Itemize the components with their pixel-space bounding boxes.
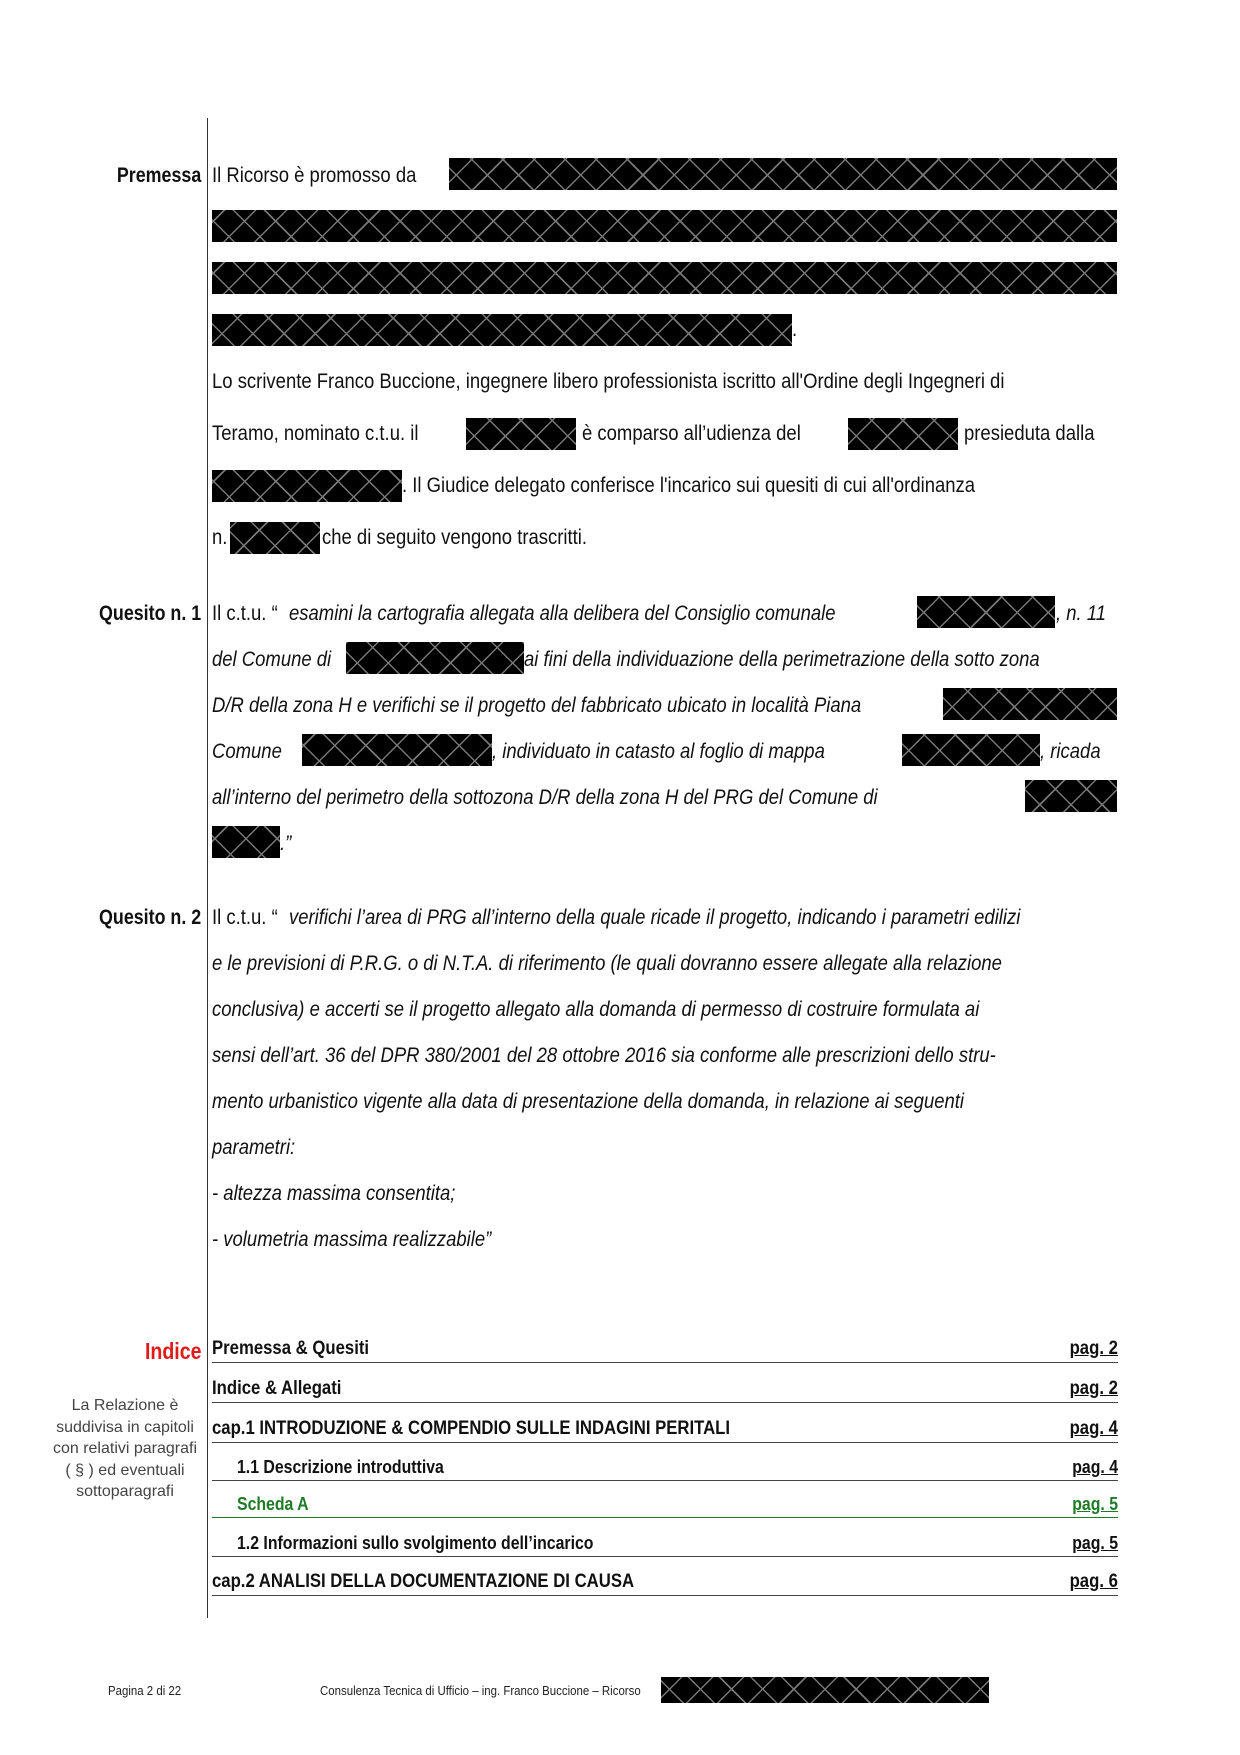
index-entry-title: Scheda A <box>237 1494 309 1514</box>
index-entry[interactable] <box>212 1571 1118 1596</box>
q1-line-1a: Il c.t.u. “ <box>212 602 278 625</box>
section-label-quesito-1: Quesito n. 1 <box>98 602 201 625</box>
index-entry-page: pag. 4 <box>1069 1418 1118 1439</box>
index-entry-title: Indice & Allegati <box>212 1378 342 1399</box>
redaction <box>212 470 402 502</box>
q2-line-3: conclusiva) e accerti se il progetto allegato alla domanda di permesso di costruire formulata ai <box>212 998 980 1021</box>
margin-rule <box>207 118 208 1618</box>
index-entry[interactable] <box>212 1532 1118 1557</box>
index-entry-page: pag. 6 <box>1069 1571 1118 1592</box>
section-label-indice: Indice <box>144 1338 201 1364</box>
premessa-line-8a: n. <box>212 526 228 549</box>
redaction <box>212 826 280 858</box>
index-side-note: La Relazione è suddivisa in capitoli con relativi paragrafi ( § ) ed eventuali sottoparagrafi <box>52 1397 198 1500</box>
redaction <box>212 314 792 346</box>
index-entry-scheda[interactable] <box>212 1493 1118 1518</box>
redaction <box>917 596 1055 628</box>
redaction <box>902 734 1040 766</box>
section-label-quesito-2: Quesito n. 2 <box>98 906 201 929</box>
q2-line-7: - altezza massima consentita; <box>212 1182 456 1205</box>
redaction <box>943 688 1117 720</box>
footer-title: Consulenza Tecnica di Ufficio – ing. Franco Buccione – Ricorso <box>320 1683 641 1698</box>
premessa-line-8b: che di seguito vengono trascritti. <box>322 526 588 549</box>
redaction <box>848 418 958 450</box>
index-entry[interactable] <box>212 1378 1118 1403</box>
q2-line-4: sensi dell’art. 36 del DPR 380/2001 del 28 ottobre 2016 sia conforme alle prescrizioni dello stru- <box>212 1044 996 1067</box>
index-entry-page: pag. 2 <box>1069 1338 1118 1359</box>
q1-line-1c: , n. 11 <box>1056 602 1107 625</box>
q2-line-2: e le previsioni di P.R.G. o di N.T.A. di riferimento (le quali dovranno essere allegate alla relazione <box>212 952 1002 975</box>
section-label-premessa: Premessa <box>116 164 201 187</box>
redaction <box>661 1677 989 1703</box>
index-entry-title: 1.1 Descrizione introduttiva <box>237 1457 444 1477</box>
q2-line-8: - volumetria massima realizzabile” <box>212 1228 492 1251</box>
index-entry-page: pag. 5 <box>1072 1494 1118 1514</box>
index-entry-title: cap.2 ANALISI DELLA DOCUMENTAZIONE DI CAUSA <box>212 1571 635 1592</box>
redaction <box>1025 780 1117 812</box>
index-entry-title: Premessa & Quesiti <box>212 1338 370 1359</box>
redaction <box>212 210 1117 242</box>
index-entry[interactable] <box>212 1338 1118 1363</box>
q1-line-5: all’interno del perimetro della sottozona D/R della zona H del PRG del Comune di <box>212 786 878 809</box>
index-entry[interactable] <box>212 1456 1118 1481</box>
q1-line-6: .” <box>280 832 292 855</box>
q2-line-6: parametri: <box>212 1136 296 1159</box>
premessa-line-1: Il Ricorso è promosso da <box>212 164 417 187</box>
q1-line-1b: esamini la cartografia allegata alla delibera del Consiglio comunale <box>289 602 836 625</box>
premessa-line-4-end: . <box>792 318 798 341</box>
q2-line-1b: verifichi l’area di PRG all’interno della quale ricade il progetto, indicando i parametri edilizi <box>289 906 1021 929</box>
q1-line-2a: del Comune di <box>212 648 332 671</box>
q1-line-3: D/R della zona H e verifichi se il progetto del fabbricato ubicato in località Piana <box>212 694 862 717</box>
redaction <box>449 158 1117 190</box>
premessa-line-6c: presieduta dalla <box>964 422 1095 445</box>
q1-line-2b: ai fini della individuazione della perimetrazione della sotto zona <box>524 648 1040 671</box>
redaction <box>346 642 524 674</box>
redaction <box>466 418 576 450</box>
q2-line-5: mento urbanistico vigente alla data di presentazione della domanda, in relazione ai seguenti <box>212 1090 965 1113</box>
q1-line-4a: Comune <box>212 740 282 763</box>
q1-line-4b: , individuato in catasto al foglio di mappa <box>492 740 825 763</box>
redaction <box>212 262 1117 294</box>
index-entry-page: pag. 4 <box>1072 1457 1118 1477</box>
footer-page-number: Pagina 2 di 22 <box>108 1683 182 1698</box>
index-entry-page: pag. 5 <box>1072 1533 1118 1553</box>
redaction <box>230 522 320 554</box>
premessa-line-5: Lo scrivente Franco Buccione, ingegnere libero professionista iscritto all'Ordine degli Ingegneri di <box>212 370 1005 393</box>
q1-line-4c: , ricada <box>1040 740 1101 763</box>
redaction <box>302 734 492 766</box>
premessa-line-6a: Teramo, nominato c.t.u. il <box>212 422 419 445</box>
index-entry-title: 1.2 Informazioni sullo svolgimento dell’incarico <box>237 1533 594 1553</box>
q2-line-1a: Il c.t.u. “ <box>212 906 278 929</box>
index-entry-page: pag. 2 <box>1069 1378 1118 1399</box>
index-entry-title: cap.1 INTRODUZIONE & COMPENDIO SULLE INDAGINI PERITALI <box>212 1418 731 1439</box>
index-entry[interactable] <box>212 1418 1118 1443</box>
premessa-line-6b: è comparso all’udienza del <box>582 422 801 445</box>
premessa-line-7: . Il Giudice delegato conferisce l'incarico sui quesiti di cui all'ordinanza <box>402 474 976 497</box>
